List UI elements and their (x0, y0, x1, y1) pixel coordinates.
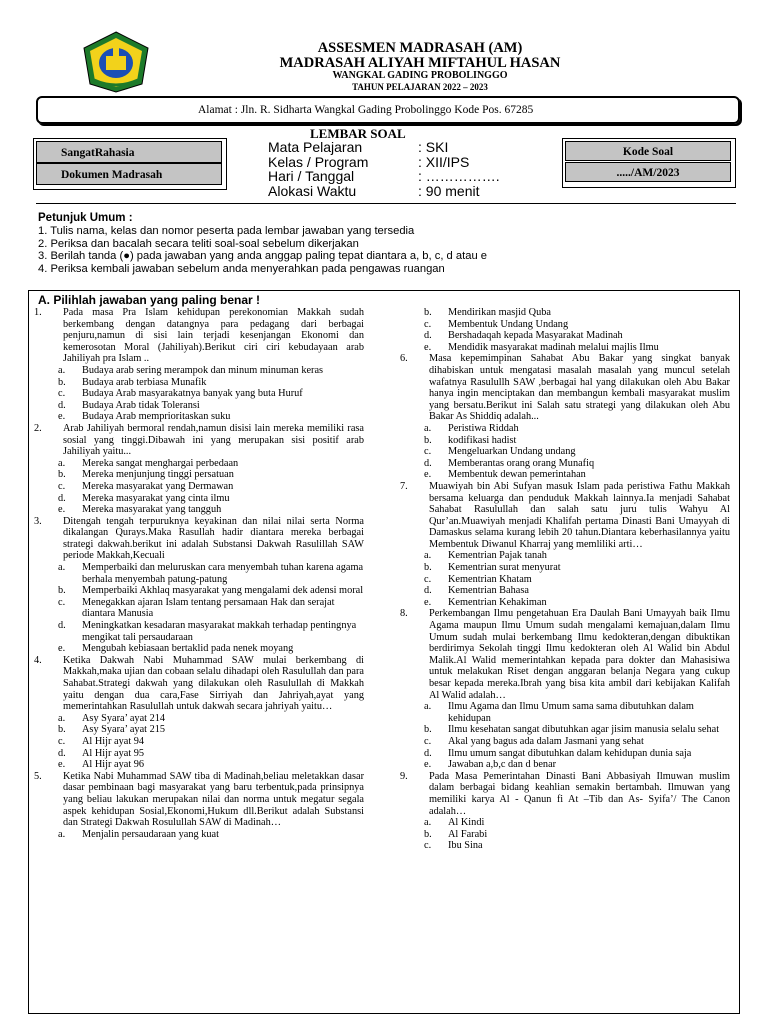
answer-option (424, 736, 730, 748)
meta-value: : 90 menit (418, 182, 480, 199)
answer-option (58, 736, 364, 748)
answer-option (58, 365, 364, 377)
question-text: Ketika Dakwah Nabi Muhammad SAW mulai berkembang di Makkah,maka ujian dan cobaan selalu dihadapi oleh Rasulullah dan para Sahabat.Strategi dakwah yang dilakukan oleh Rasulullah di Makkah yaitu dengan dua cara,Fase Sirriyah dan Jahriyah,ayat yang memerintahkan Rasulullah untuk dakwah secara jahriyah yaitu… (63, 654, 364, 713)
answer-option (424, 319, 730, 331)
answer-option (58, 504, 364, 516)
question-stem (34, 516, 364, 562)
option-letter: d. (58, 399, 66, 411)
meta-key: Hari / Tanggal (268, 168, 355, 184)
option-text: Mengeluarkan Undang undang (448, 446, 576, 458)
option-text: Mendirikan masjid Quba (448, 307, 551, 318)
answer-option (424, 748, 730, 760)
question-text: Masa kepemimpinan Sahabat Abu Bakar yang singkat banyak dihabiskan untuk mengatasi masalah masalah yang muncul setelah wafatnya Rasulullh SAW ,berbagai hal yang dilakukan oleh Abu Bakar hanya ingin menciptakan dan membangun kembali masyarakat muslim yang bersatu.Berikut ini Salah satu strategi yang dilakukan oleh Abu Bakar As Shiddiq adalah... (429, 353, 730, 423)
question-block (34, 771, 364, 841)
exam-code-label: Kode Soal (565, 141, 731, 161)
address-text: Alamat : Jln. R. Sidharta Wangkal Gading Probolinggo Kode Pos. 67285 (198, 104, 534, 116)
meta-key: Kelas / Program (268, 153, 369, 170)
option-letter: c. (424, 735, 432, 747)
divider (36, 203, 736, 204)
question-number: 2. (34, 422, 42, 434)
answer-option (424, 446, 730, 458)
option-text: Al Kindi (448, 817, 485, 829)
option-text: Akal yang bagus ada dalam Jasmani yang sehat (448, 735, 644, 747)
question-block (400, 771, 730, 852)
option-text: Ilmu umum sangat dibutuhkan dalam kehidupan dunia saja (448, 747, 692, 759)
confidential-label: SangatRahasia (36, 141, 222, 163)
question-text: Pada Masa Pemerintahan Dinasti Bani Abbasiyah Ilmuwan muslim dalam berbagai bidang keahlian semakin bertambah. Ilmuwan yang memiliki karya Al - Qanun fi At –Tib dan As- Syifa’/ The Canon adalah… (429, 770, 730, 817)
option-letter: d. (424, 585, 432, 597)
option-letter: e. (424, 469, 432, 481)
option-text: Ibu Sina (448, 840, 483, 852)
option-text: Memberantas orang orang Munafiq (448, 457, 595, 469)
question-stem (34, 307, 364, 365)
option-text: Al Hijr ayat 95 (82, 747, 145, 759)
option-letter: e. (424, 341, 432, 353)
answer-option (424, 840, 730, 852)
section-heading: A. Pilihlah jawaban yang paling benar ! (38, 293, 261, 307)
option-text: Asy Syara’ ayat 214 (82, 712, 166, 724)
option-text: Jawaban a,b,c dan d benar (448, 759, 557, 771)
meta-row (268, 140, 500, 155)
option-letter: b. (424, 828, 432, 840)
option-text: Al Farabi (448, 828, 488, 840)
question-stem (400, 608, 730, 701)
option-letter: e. (424, 596, 432, 608)
answer-option (58, 643, 364, 655)
option-letter: c. (58, 388, 66, 400)
option-letter: e. (58, 759, 66, 771)
answer-option (58, 748, 364, 760)
answer-option (58, 759, 364, 771)
question-block (34, 655, 364, 771)
question-stem (400, 771, 730, 817)
option-text: Budaya Arab memprioritaskan suku (82, 411, 231, 423)
option-text: Budaya Arab tidak Toleransi (82, 399, 200, 411)
exam-meta (268, 140, 500, 198)
answer-option (424, 550, 730, 562)
answer-option (424, 759, 730, 771)
question-stem (400, 353, 730, 423)
option-text: Budaya arab sering merampok dan minum minuman keras (82, 364, 324, 376)
answer-option (58, 388, 364, 400)
option-text: Memperbaiki Akhlaq masyarakat yang mengalami dek adensi moral (82, 585, 364, 597)
question-number: 5. (34, 770, 42, 782)
question-text: Perkembangan Ilmu pengetahuan Era Daulah Bani Umayyah baik Ilmu Agama maupun Ilmu Umum sudah mengalami kemajuan,dalam Ilmu Umum sudah mulai berkembang Ilmu kedokteran,dengan dibuktikan berdirimya Sekolah tinggi Ilmu kedokteran oleh Al Walid bin Abdul Malik.Al Walid memerintahkan kepada para dokter dan Mahasisiwa untuk melakukan Riset dengan anggaran belanja Negara yang cukup besar kepada mereka.Ibrah yang bisa kita ambil dari kebijakan Kalifah Al Walid adalah… (429, 608, 730, 701)
option-letter: c. (58, 735, 66, 747)
question-text: Pada masa Pra Islam kehidupan perekonomian Makkah sudah berkembang dengan datangnya para pedagang dari berbagai penjuru,namun di sisi lain terjadi kesenjangan Ekonomi dan kemerosotan Moral (Jahiliyah).Berikut ciri ciri kebudayaan arab Jahiliyah pra Islam .. (63, 307, 364, 365)
answer-option (58, 829, 364, 841)
option-text: Kementrian Pajak tanah (448, 550, 547, 562)
madrasah-logo (80, 30, 152, 94)
question-block (34, 307, 364, 423)
option-text: Mereka menjunjung tinggi persatuan (82, 469, 234, 481)
option-text: Meningkatkan kesadaran masyarakat makkah terhadap pentingnya mengikat tali persaudaraan (82, 620, 357, 643)
option-letter: b. (58, 469, 66, 481)
answer-option (58, 493, 364, 505)
option-letter: d. (58, 620, 66, 632)
answer-option (58, 400, 364, 412)
meta-value: : ……………. (418, 168, 500, 184)
option-text: Al Hijr ayat 96 (82, 759, 145, 771)
question-number: 6. (400, 353, 408, 365)
question-number: 7. (400, 480, 408, 492)
answer-option (58, 620, 364, 643)
answer-option (424, 724, 730, 736)
answer-option (58, 562, 364, 585)
option-letter: e. (58, 411, 66, 423)
option-letter: a. (58, 364, 66, 376)
answer-option (424, 423, 730, 435)
answer-option (424, 817, 730, 829)
question-stem (34, 655, 364, 713)
meta-row (268, 169, 500, 184)
question-number: 8. (400, 608, 408, 620)
option-text: Asy Syara’ ayat 215 (82, 724, 166, 736)
option-text: Membentuk dewan pemerintahan (448, 469, 586, 481)
option-letter: b. (424, 434, 432, 446)
answer-option (58, 713, 364, 725)
option-text: Mereka masyarakat yang cinta ilmu (82, 492, 230, 504)
option-text: Menegakkan ajaran Islam tentang persamaan Hak dan serajat diantara Manusia (82, 596, 335, 620)
instruction-item: 1. Tulis nama, kelas dan nomor peserta pada lembar jawaban yang tersedia (38, 224, 415, 237)
meta-value: : XII/IPS (418, 153, 470, 170)
option-letter: c. (58, 480, 66, 492)
option-letter: a. (58, 562, 66, 574)
answer-option (424, 307, 730, 319)
meta-row (268, 155, 500, 170)
instruction-item: 3. Berilah tanda (●) pada jawaban yang anda anggap paling tepat diantara a, b, c, d atau e (38, 250, 487, 263)
meta-row (268, 184, 500, 199)
option-text: Kementrian Khatam (448, 573, 532, 585)
answer-option (58, 411, 364, 423)
option-letter: a. (424, 701, 432, 713)
answer-option (58, 469, 364, 481)
meta-key: Mata Pelajaran (268, 139, 363, 155)
question-block (400, 481, 730, 609)
option-letter: d. (58, 747, 66, 759)
option-letter: c. (58, 596, 66, 608)
answer-option (58, 458, 364, 470)
questions-left-column (34, 307, 364, 840)
question-number: 1. (34, 307, 42, 318)
option-letter: b. (58, 585, 66, 597)
option-letter: e. (58, 643, 66, 655)
answer-option (424, 562, 730, 574)
answer-option (424, 435, 730, 447)
exam-code-value: ...../AM/2023 (565, 162, 731, 182)
question-block (400, 307, 730, 353)
option-text: Kementrian Kehakiman (448, 596, 547, 608)
option-text: Budaya Arab masyarakatnya banyak yang buta Huruf (82, 388, 303, 400)
option-text: Budaya arab terbiasa Munafik (82, 376, 207, 388)
option-letter: a. (424, 422, 432, 434)
question-number: 9. (400, 770, 408, 782)
option-text: Memperbaiki dan meluruskan cara menyembah tuhan karena agama berhala menyembah patung-patung (82, 562, 364, 585)
document-label: Dokumen Madrasah (36, 163, 222, 185)
header-title-2: MADRASAH ALIYAH MIFTAHUL HASAN (279, 55, 561, 71)
option-letter: c. (424, 840, 432, 852)
answer-option (424, 585, 730, 597)
option-text: Mengubah kebiasaan bertaklid pada nenek moyang (82, 643, 294, 655)
instructions-heading: Petunjuk Umum : (38, 212, 133, 224)
question-stem (400, 481, 730, 551)
option-letter: c. (424, 446, 432, 458)
option-text: Ilmu kesehatan sangat dibutuhkan agar jisim manusia selalu sehat (448, 724, 720, 736)
option-text: Membentuk Undang Undang (448, 318, 569, 330)
option-letter: e. (58, 504, 66, 516)
option-letter: b. (58, 724, 66, 736)
option-text: Mereka masyarakat yang Dermawan (82, 480, 234, 492)
address-box (36, 96, 740, 124)
meta-key: Alokasi Waktu (268, 182, 357, 199)
option-letter: e. (424, 759, 432, 771)
question-block (400, 608, 730, 770)
header-title-3: WANGKAL GADING PROBOLINGGO (332, 70, 508, 81)
meta-value: : SKI (418, 139, 449, 155)
question-text: Ketika Nabi Muhammad SAW tiba di Madinah,beliau meletakkan dasar dasar pembinaan bagi masyarakat yang baru terbentuk,pada prinsipnya yang beliau lakukan merupakan nilai dan norma untuk megatur segala aspek kehidupan Sosial,Ekonomi,Hukum dll.Berikut adalah Substansi dan Strategi Dakwah Rosulullah SAW di Madinah… (63, 770, 364, 829)
option-letter: c. (424, 573, 432, 585)
instruction-item: 2. Periksa dan bacalah secara teliti soal-soal sebelum dikerjakan (38, 237, 359, 250)
question-text: Ditengah tengah terpuruknya keyakinan dan nilai nilai serta Norma dikalangan Qurays.Maka Rasullah hadir diantara mereka berbagai strategi dakwah.berikut ini adalah Substansi Dakwah Rasulillah SAW periode Makkah,Kecuali (63, 515, 364, 562)
option-letter: b. (424, 562, 432, 574)
sheet-title: LEMBAR SOAL (310, 126, 406, 141)
questions-right-column (400, 307, 730, 852)
option-letter: d. (58, 492, 66, 504)
answer-option (58, 377, 364, 389)
option-text: Ilmu Agama dan Ilmu Umum sama sama dibutuhkan dalam kehidupan (448, 701, 694, 724)
answer-option (424, 342, 730, 354)
question-block (400, 353, 730, 481)
answer-option (424, 330, 730, 342)
header-title-4: TAHUN PELAJARAN 2022 – 2023 (352, 82, 488, 92)
answer-option (58, 585, 364, 597)
question-stem (34, 423, 364, 458)
answer-option (424, 597, 730, 609)
question-text: Muawiyah bin Abi Sufyan masuk Islam pada peristiwa Fathu Makkah bersama keluarga dan penduduk Makkah lainnya.Ia menjadi Sahabat Sahabat Rasulullah dan salah satu juru tulis Wahyu Al Qur’an.Muawiyah menjadi Khalifah pertama Dinasti Bani Umayyah di Damaskus selama kurang lebih 20 tahun.Diantara keberhasilannya yaitu Membentuk Diwanul Kharraj yang memliliki arti… (429, 480, 730, 550)
option-text: Mereka sangat menghargai perbedaan (82, 457, 239, 469)
option-letter: a. (58, 828, 66, 840)
option-letter: a. (424, 550, 432, 562)
question-number: 3. (34, 515, 42, 527)
answer-option (424, 829, 730, 841)
option-letter: a. (424, 817, 432, 829)
question-number: 4. (34, 654, 42, 666)
option-text: Kementrian Bahasa (448, 585, 529, 597)
option-letter: b. (424, 724, 432, 736)
question-block (34, 423, 364, 516)
answer-option (58, 724, 364, 736)
header-title-1: ASSESMEN MADRASAH (AM) (317, 40, 523, 56)
answer-option (424, 469, 730, 481)
option-text: kodifikasi hadist (448, 434, 517, 446)
option-text: Menjalin persaudaraan yang kuat (82, 828, 219, 840)
question-block (34, 516, 364, 655)
option-letter: b. (424, 307, 432, 318)
answer-option (58, 481, 364, 493)
answer-option (424, 701, 730, 724)
option-letter: d. (424, 330, 432, 342)
answer-option (424, 574, 730, 586)
option-letter: b. (58, 376, 66, 388)
option-text: Kementrian surat menyurat (448, 562, 561, 574)
answer-option (424, 458, 730, 470)
question-stem (34, 771, 364, 829)
option-text: Al Hijr ayat 94 (82, 735, 145, 747)
instructions (38, 212, 738, 276)
option-letter: a. (58, 457, 66, 469)
question-text: Arab Jahiliyah bermoral rendah,namun disisi lain mereka memiliki rasa sosial yang tinggi.Dibawah ini yang merupakan sisi positif arab Jahiliyah yaitu... (63, 422, 364, 458)
option-letter: d. (424, 747, 432, 759)
option-text: Bershadaqah kepada Masyarakat Madinah (448, 330, 623, 342)
answer-option (58, 597, 364, 620)
option-text: Mendidik masyarakat madinah melalui majlis Ilmu (448, 341, 659, 353)
option-text: Peristiwa Riddah (448, 422, 519, 434)
instruction-item: 4. Periksa kembali jawaban sebelum anda menyerahkan pada pengawas ruangan (38, 263, 445, 276)
option-letter: c. (424, 318, 432, 330)
option-letter: d. (424, 457, 432, 469)
option-text: Mereka masyarakat yang tangguh (82, 504, 222, 516)
option-letter: a. (58, 712, 66, 724)
